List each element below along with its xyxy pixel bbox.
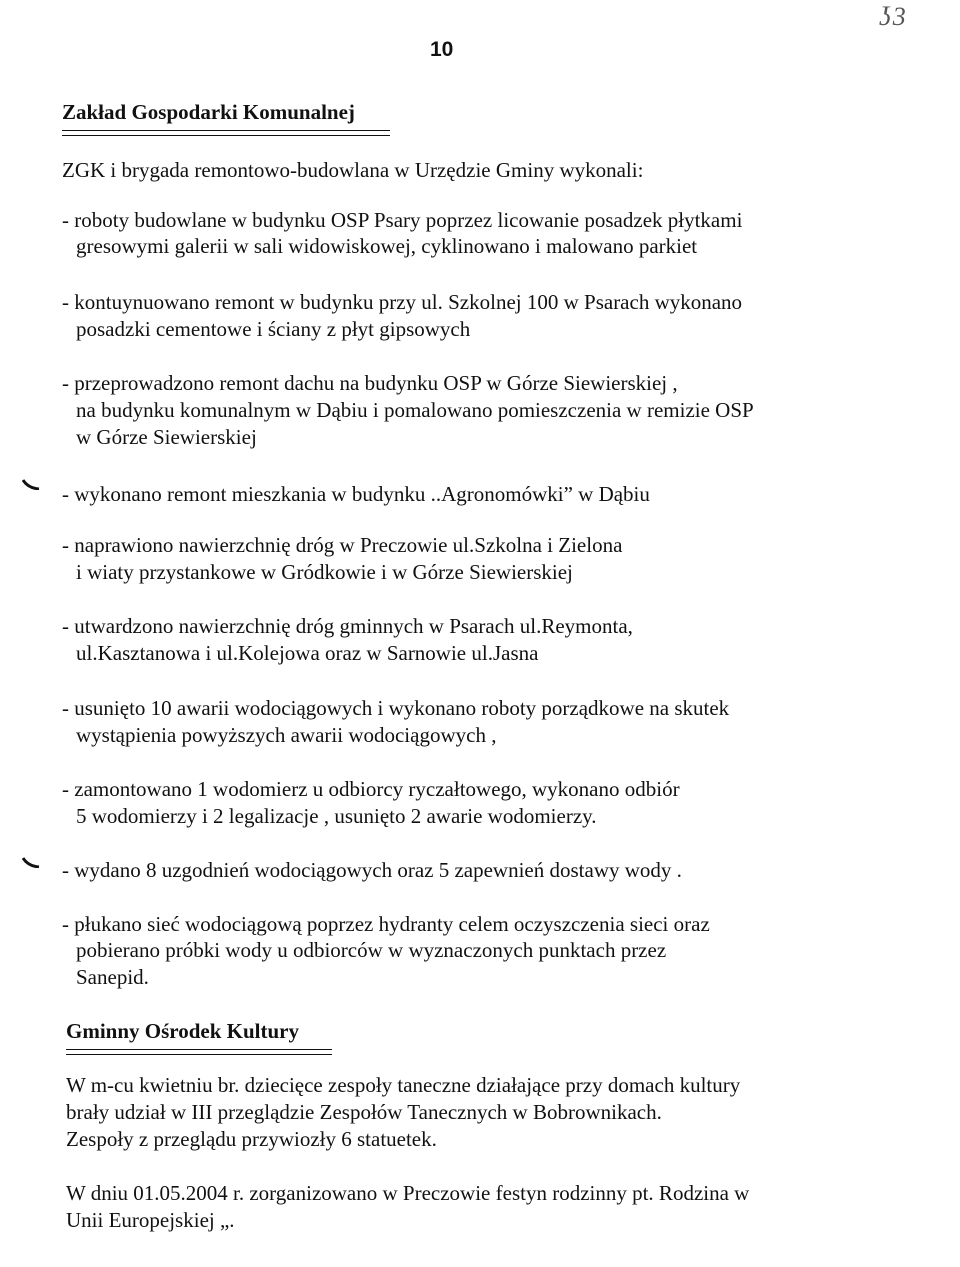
list-item-line: - utwardzono nawierzchnię dróg gminnych w Psarach ul.Reymonta,	[62, 614, 633, 638]
list-item-line: pobierano próbki wody u odbiorców w wyznaczonych punktach przez	[76, 938, 667, 962]
page-number: 10	[430, 38, 454, 61]
list-item-line: - przeprowadzono remont dachu na budynku OSP w Górze Siewierskiej ,	[62, 371, 678, 395]
list-item-line: i wiaty przystankowe w Gródkowie i w Górze Siewierskiej	[76, 560, 573, 584]
list-item-line: ul.Kasztanowa i ul.Kolejowa oraz w Sarnowie ul.Jasna	[76, 641, 539, 665]
paragraph-line: Unii Europejskiej „.	[66, 1208, 235, 1232]
paragraph-line: Zespoły z przeglądu przywiozły 6 statuetek.	[66, 1127, 437, 1151]
list-item-line: - usunięto 10 awarii wodociągowych i wykonano roboty porządkowe na skutek	[62, 696, 730, 720]
list-item-line: posadzki cementowe i ściany z płyt gipsowych	[76, 317, 471, 341]
list-item-line: w Górze Siewierskiej	[76, 425, 257, 449]
list-item-line: - wydano 8 uzgodnień wodociągowych oraz 5 zapewnień dostawy wody .	[62, 858, 682, 882]
paragraph-line: W m-cu kwietniu br. dziecięce zespoły taneczne działające przy domach kultury	[66, 1073, 741, 1097]
title-underline	[66, 1049, 332, 1055]
list-item-line: - płukano sieć wodociągową poprzez hydranty celem oczyszczenia sieci oraz	[62, 912, 710, 936]
list-item-line: 5 wodomierzy i 2 legalizacje , usunięto 2 awarie wodomierzy.	[76, 804, 597, 828]
list-item-line: - wykonano remont mieszkania w budynku ..Agronomówki” w Dąbiu	[62, 482, 650, 506]
corner-handwritten-mark: ʖ3	[880, 2, 908, 31]
list-item-line: - kontuynuowano remont w budynku przy ul. Szkolnej 100 w Psarach wykonano	[62, 290, 743, 314]
paragraph-line: brały udział w III przeglądzie Zespołów Tanecznych w Bobrownikach.	[66, 1100, 662, 1124]
list-item-line: - zamontowano 1 wodomierz u odbiorcy ryczałtowego, wykonano odbiór	[62, 777, 680, 801]
section-intro: ZGK i brygada remontowo-budowlana w Urzędzie Gminy wykonali:	[62, 158, 644, 182]
section-title-gok: Gminny Ośrodek Kultury	[66, 1019, 299, 1043]
list-item-line: na budynku komunalnym w Dąbiu i pomalowano pomieszczenia w remizie OSP	[76, 398, 754, 422]
title-underline	[62, 130, 390, 136]
list-item-line: Sanepid.	[76, 965, 149, 989]
margin-check-mark	[22, 856, 40, 868]
list-item-line: - roboty budowlane w budynku OSP Psary poprzez licowanie posadzek płytkami	[62, 208, 743, 232]
list-item-line: wystąpienia powyższych awarii wodociągowych ,	[76, 723, 497, 747]
list-item-line: - naprawiono nawierzchnię dróg w Preczowie ul.Szkolna i Zielona	[62, 533, 623, 557]
section-title-zgk: Zakład Gospodarki Komunalnej	[62, 100, 355, 124]
margin-check-mark	[22, 478, 40, 490]
list-item-line: gresowymi galerii w sali widowiskowej, cyklinowano i malowano parkiet	[76, 234, 698, 258]
paragraph-line: W dniu 01.05.2004 r. zorganizowano w Preczowie festyn rodzinny pt. Rodzina w	[66, 1181, 750, 1205]
